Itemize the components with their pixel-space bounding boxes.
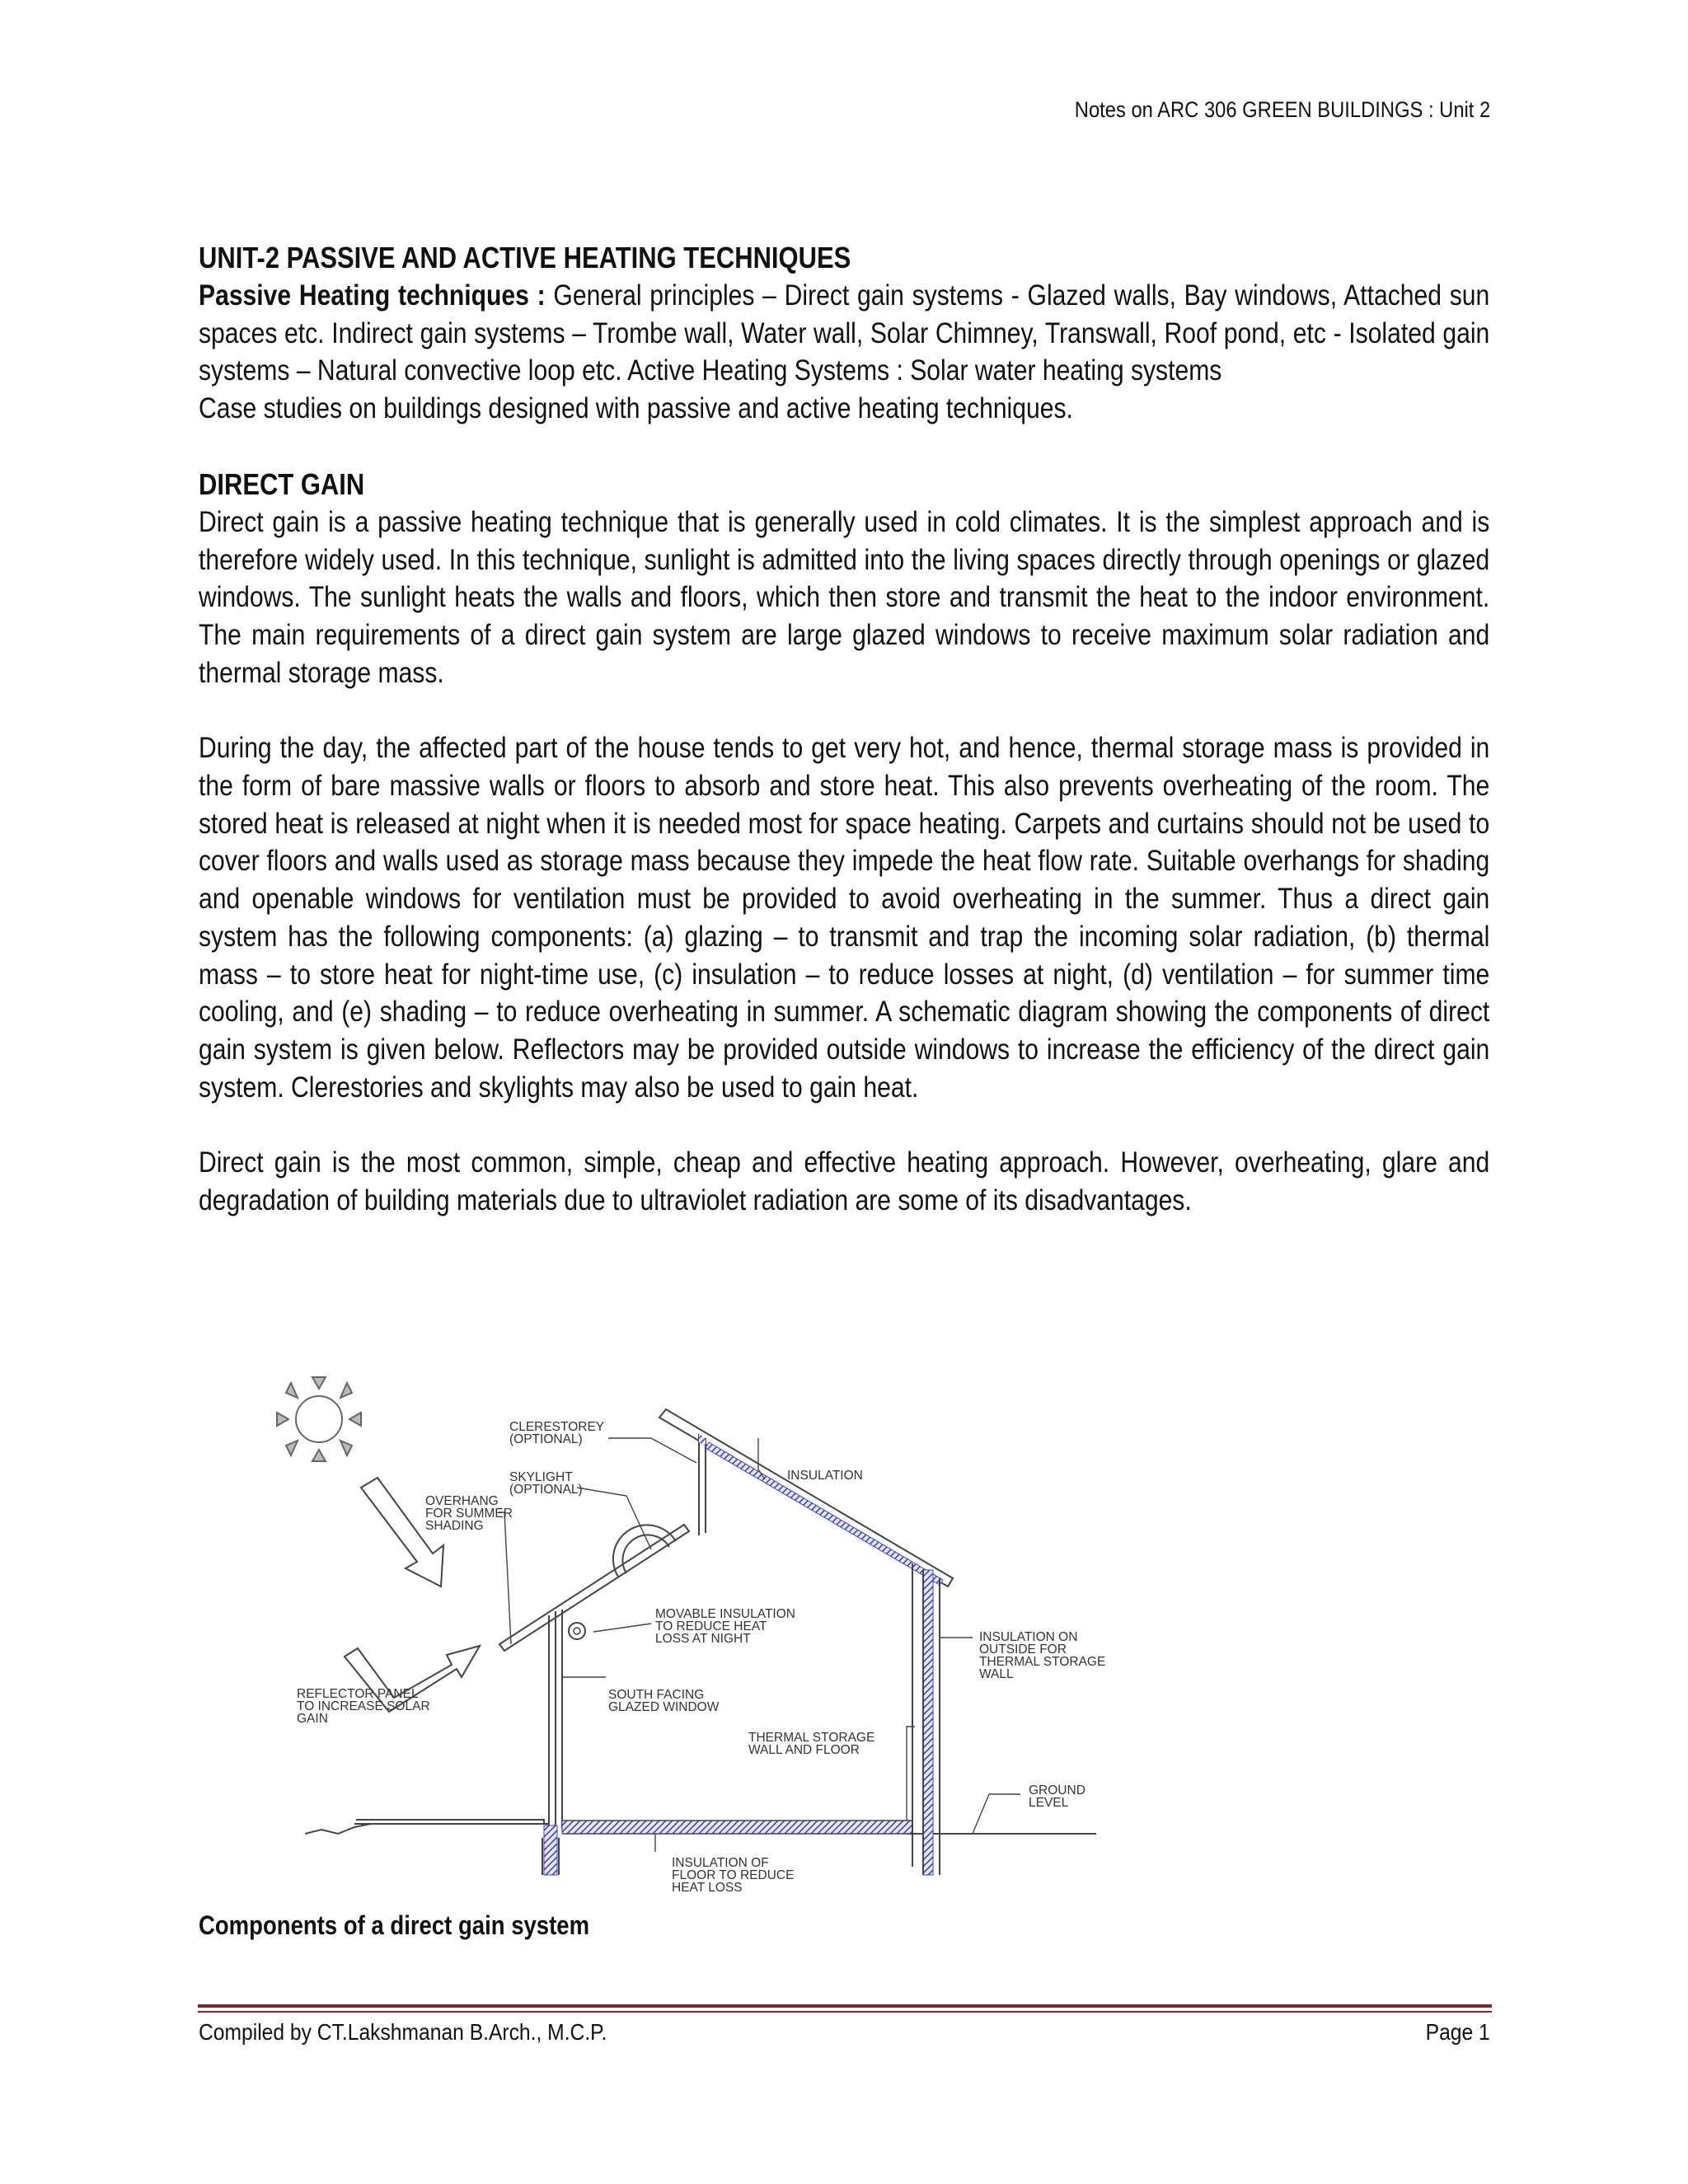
svg-text:WALL AND FLOOR: WALL AND FLOOR — [748, 1743, 860, 1757]
footer-rule — [198, 2004, 1492, 2008]
svg-text:OVERHANG: OVERHANG — [425, 1494, 499, 1508]
svg-text:WALL: WALL — [979, 1667, 1014, 1681]
ground-line — [305, 1824, 549, 1834]
label-movable-insulation — [655, 1607, 795, 1646]
figure-caption: Components of a direct gain system — [199, 1910, 590, 1940]
svg-text:LEVEL: LEVEL — [1029, 1796, 1069, 1810]
running-header: Notes on ARC 306 GREEN BUILDINGS : Unit 2 — [1074, 97, 1490, 122]
svg-text:OUTSIDE FOR: OUTSIDE FOR — [979, 1643, 1067, 1657]
svg-text:REFLECTOR PANEL: REFLECTOR PANEL — [297, 1687, 419, 1701]
svg-text:FLOOR TO REDUCE: FLOOR TO REDUCE — [672, 1868, 795, 1882]
case-studies-line: Case studies on buildings designed with passive and active heating techniques. — [199, 392, 1073, 425]
svg-text:GAIN: GAIN — [297, 1712, 328, 1726]
section-heading-direct-gain: DIRECT GAIN — [199, 466, 365, 501]
svg-text:INSULATION OF: INSULATION OF — [672, 1856, 769, 1870]
svg-text:THERMAL STORAGE: THERMAL STORAGE — [979, 1655, 1106, 1669]
svg-text:MOVABLE INSULATION: MOVABLE INSULATION — [655, 1607, 795, 1621]
svg-text:(OPTIONAL): (OPTIONAL) — [509, 1432, 583, 1446]
svg-text:LOSS AT NIGHT: LOSS AT NIGHT — [655, 1632, 751, 1646]
label-thermal-storage — [748, 1731, 874, 1757]
svg-text:THERMAL STORAGE: THERMAL STORAGE — [748, 1731, 875, 1745]
direct-gain-paragraph-3: Direct gain is the most common, simple, cheap and effective heating approach. However, overheating, glare and degradation of building materials due to ultraviolet radiation are some of its disadvantages. — [199, 1146, 1490, 1217]
main-content — [199, 239, 1489, 1220]
svg-text:SHADING: SHADING — [425, 1519, 484, 1533]
svg-text:SKYLIGHT: SKYLIGHT — [509, 1470, 573, 1484]
south-window — [549, 1610, 562, 1830]
unit-title: UNIT-2 PASSIVE AND ACTIVE HEATING TECHNIQUES — [199, 241, 851, 274]
thermal-storage-floor — [562, 1821, 912, 1834]
label-reflector — [297, 1687, 430, 1726]
svg-text:TO INCREASE SOLAR: TO INCREASE SOLAR — [297, 1699, 430, 1713]
label-skylight — [509, 1470, 583, 1497]
svg-text:(OPTIONAL): (OPTIONAL) — [509, 1483, 583, 1497]
syllabus-lead: Passive Heating techniques : — [199, 279, 546, 312]
label-ground-level — [1029, 1783, 1085, 1810]
svg-text:GLAZED WINDOW: GLAZED WINDOW — [608, 1700, 720, 1714]
label-insulation — [787, 1469, 863, 1483]
syllabus-paragraph — [199, 277, 1489, 390]
footer-page-number: Page 1 — [1425, 2019, 1490, 2045]
svg-text:SOUTH FACING: SOUTH FACING — [608, 1688, 705, 1702]
svg-text:HEAT LOSS: HEAT LOSS — [672, 1881, 743, 1895]
label-floor-insulation — [672, 1856, 794, 1895]
sun-icon — [277, 1377, 361, 1461]
label-south-window — [608, 1688, 720, 1714]
thermal-storage-wall — [923, 1570, 933, 1875]
direct-gain-diagram — [264, 1372, 1113, 1916]
svg-text:CLERESTOREY: CLERESTOREY — [509, 1420, 605, 1434]
svg-text:FOR SUMMER: FOR SUMMER — [425, 1507, 513, 1521]
direct-gain-paragraph-1: Direct gain is a passive heating technique that is generally used in cold climates. It is the simplest approach and is therefore widely used. In this technique, sunlight is admitted into the living spaces directly through openings or glazed windows. The sunlight heats the walls and floors, which then store and transmit the heat to the indoor environment. The main requirements of a direct gain system are large glazed windows to receive maximum solar radiation and thermal storage mass. — [199, 505, 1490, 689]
svg-text:GROUND: GROUND — [1029, 1783, 1085, 1797]
footer-compiled-by: Compiled by CT.Lakshmanan B.Arch., M.C.P. — [199, 2019, 607, 2045]
svg-text:INSULATION: INSULATION — [787, 1469, 863, 1483]
direct-gain-paragraph-2: During the day, the affected part of the house tends to get very hot, and hence, thermal storage mass is provided in the form of bare massive walls or floors to absorb and store heat. This also prevents overheating of the room. The stored heat is released at night when it is needed most for space heating. Carpets and curtains should not be used to cover floors and walls used as storage mass because they impede the heat flow rate. Suitable overhangs for shading and openable windows for ventilation must be provided to avoid overheating in the summer. Thus a direct gain system has the following components: (a) glazing – to transmit and trap the incoming solar radiation, (b) thermal mass – to store heat for night-time use, (c) insulation – to reduce losses at night, (d) ventilation – for summer time cooling, and (e) shading – to reduce overheating in summer. A schematic diagram showing the components of direct gain system is given below. Reflectors may be provided outside windows to increase the efficiency of the direct gain system. Clerestories and skylights may also be used to gain heat. — [199, 732, 1490, 1104]
label-clerestorey — [509, 1420, 604, 1446]
svg-text:TO REDUCE HEAT: TO REDUCE HEAT — [655, 1619, 767, 1633]
label-insulation-outside — [979, 1630, 1105, 1681]
svg-text:INSULATION ON: INSULATION ON — [979, 1630, 1078, 1644]
footer-rule-thin — [198, 2011, 1492, 2013]
syllabus-text: General principles – Direct gain systems - Glazed walls, Bay windows, Attached sun spaces etc. Indirect gain systems – Trombe wall, Water wall, Solar Chimney, Transwall, Roof pond, etc - Isolated gain systems – Natural convective loop etc. Active Heating Systems : Solar water heating systems — [199, 279, 1490, 387]
label-overhang — [425, 1494, 513, 1533]
movable-insulation-roll — [569, 1623, 585, 1639]
